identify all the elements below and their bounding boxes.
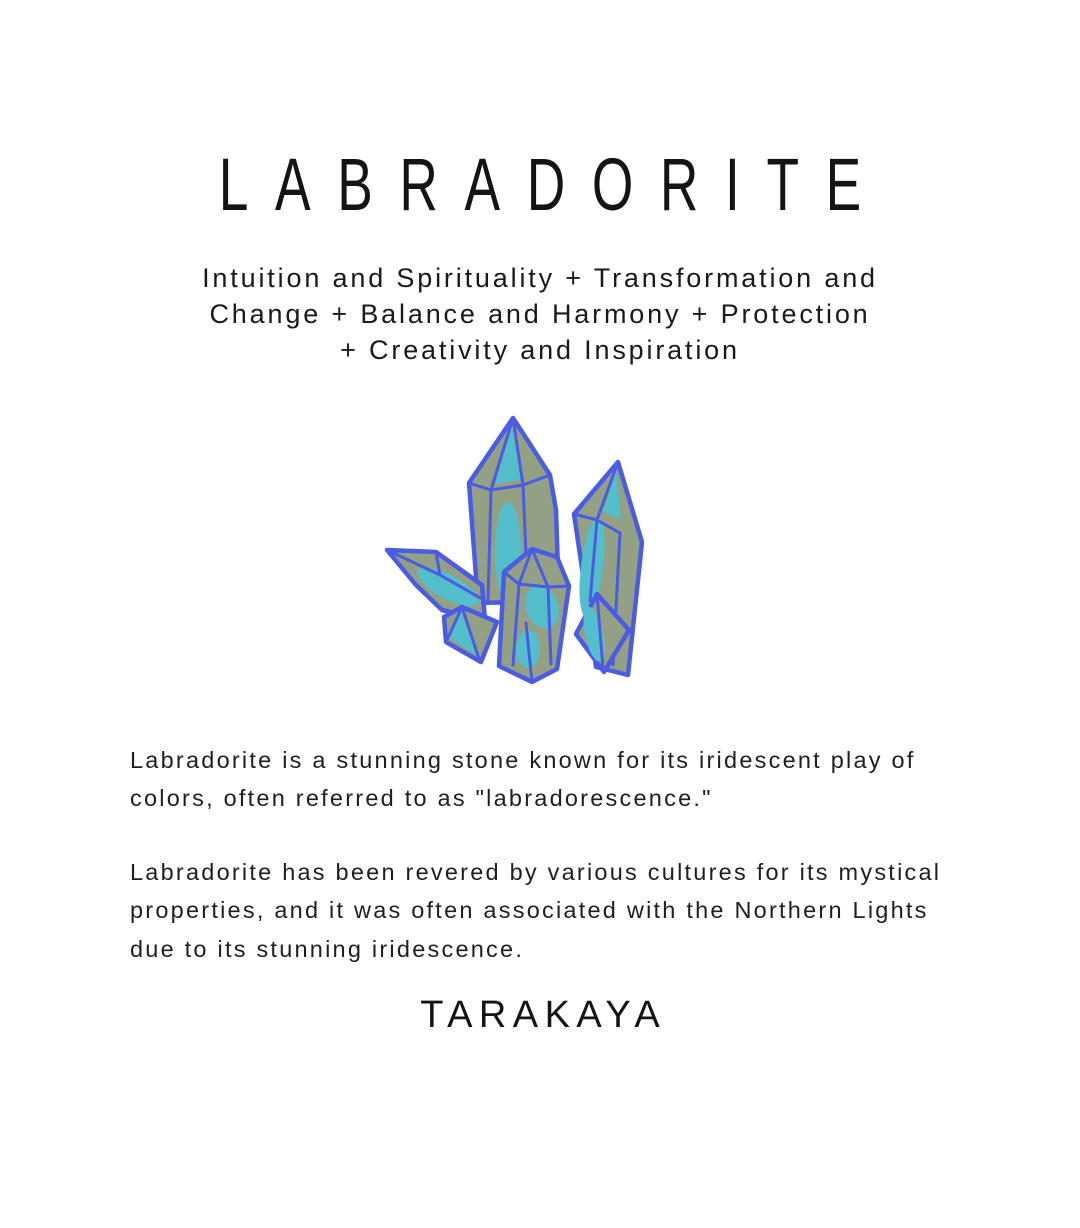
crystal-front-center <box>499 549 569 682</box>
description-paragraph-1: Labradorite is a stunning stone known for its iridescent play of colors, often referred to as "labradorescence." <box>130 746 916 811</box>
subtitle-line: Change + Balance and Harmony + Protection <box>209 299 871 330</box>
subtitle-keywords <box>0 260 1080 369</box>
subtitle-line: Intuition and Spirituality + Transformation and <box>202 263 878 293</box>
description-paragraph-2: Labradorite has been revered by various cultures for its mystical properties, and it was often associated with the Northern Lights due to its stunning iridescence. <box>130 859 942 962</box>
page-title: LABRADORITE <box>218 143 888 226</box>
crystal-left-diamond <box>444 607 497 662</box>
brand-name: TARAKAYA <box>420 994 667 1036</box>
crystal-cluster-illustration <box>382 415 644 695</box>
card <box>0 143 1080 1228</box>
description <box>130 741 942 968</box>
crystal-cluster-svg <box>382 415 644 695</box>
subtitle-line: + Creativity and Inspiration <box>340 335 740 366</box>
